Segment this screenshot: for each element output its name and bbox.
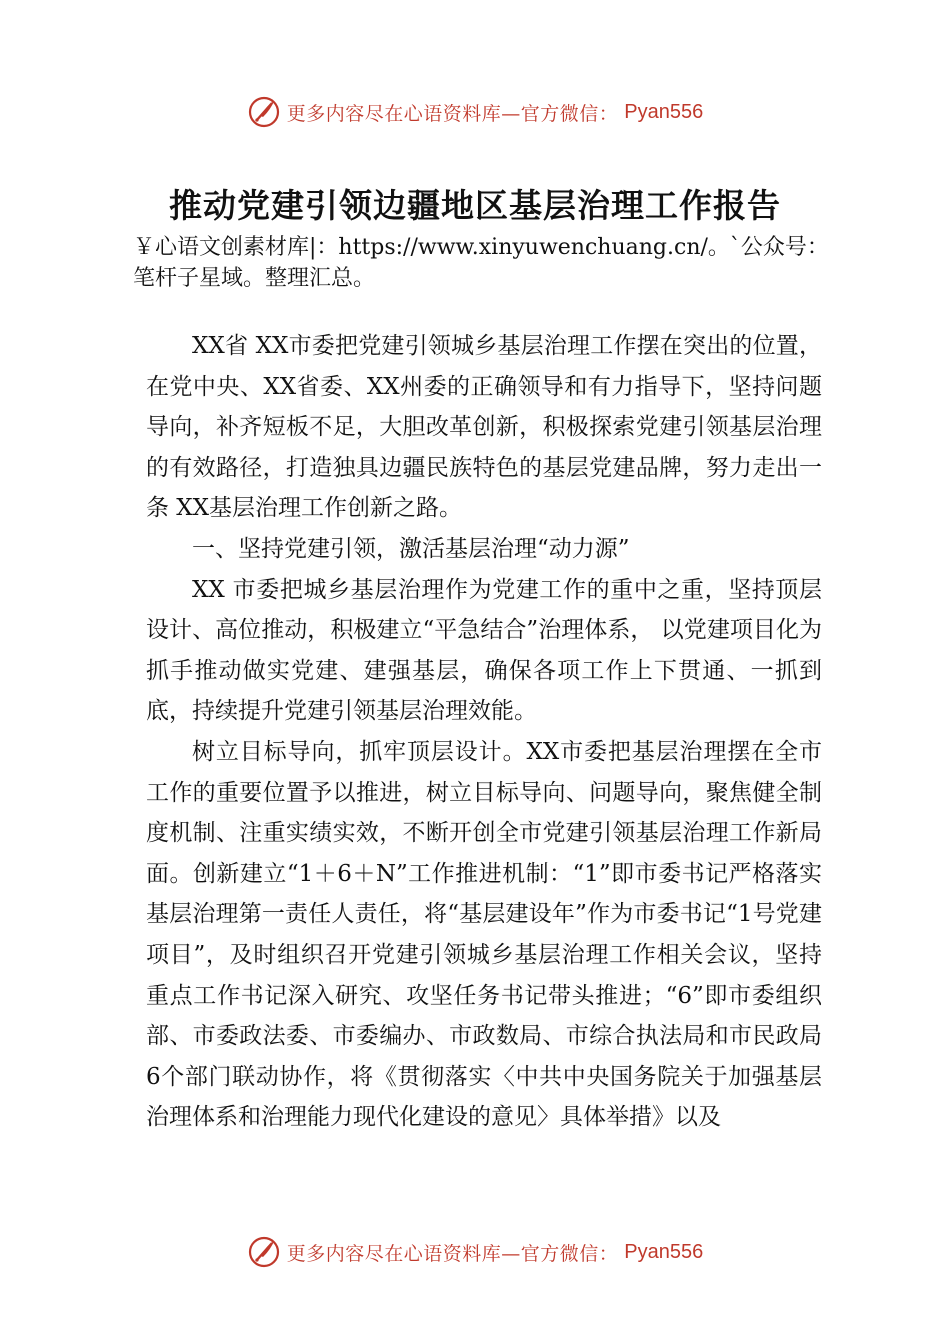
watermark-text: 更多内容尽在心语资料库—官方微信：: [286, 1242, 619, 1265]
document-title: 推动党建引领边疆地区基层治理工作报告: [169, 186, 781, 225]
watermark-wechat-id: Pyan556: [624, 1240, 704, 1263]
header-watermark: [0, 92, 950, 132]
section-heading: 一、坚持党建引领，激活基层治理“动力源”: [192, 535, 630, 562]
paragraph: XX 市委把城乡基层治理作为党建工作的重中之重，坚持顶层设计、高位推动，积极建立“平急结合”治理体系， 以党建项目化为抓手推动做实党建、建强基层，确保各项工作上下贯通、一抓到底，持续提升党建引领基层治理效能。: [146, 576, 822, 725]
quill-seal-icon: [247, 1235, 281, 1269]
footer-watermark: [0, 1232, 950, 1272]
watermark-text: 更多内容尽在心语资料库—官方微信：: [286, 102, 619, 125]
source-line: ￥心语文创素材库|：https://www.xinyuwenchuang.cn/。`公众号：笔杆子星域。整理汇总。: [133, 235, 829, 291]
paragraph: 树立目标导向，抓牢顶层设计。XX市委把基层治理摆在全市工作的重要位置予以推进，树立目标导向、问题导向，聚焦健全制度机制、注重实绩实效，不断开创全市党建引领基层治理工作新局面。创新建立“1＋6＋N”工作推进机制：“1”即市委书记严格落实基层治理第一责任人责任，将“基层建设年”作为市委书记“1号党建项目”，及时组织召开党建引领城乡基层治理工作相关会议，坚持重点工作书记深入研究、攻坚任务书记带头推进；“6”即市委组织部、市委政法委、市委编办、市政数局、市综合执法局和市民政局 6个部门联动协作，将《贯彻落实〈中共中央国务院关于加强基层治理体系和治理能力现代化建设的意见〉具体举措》以及: [146, 738, 822, 1131]
quill-seal-icon: [247, 95, 281, 129]
watermark-wechat-id: Pyan556: [624, 100, 704, 123]
document-body: [146, 326, 822, 1138]
paragraph: XX省 XX市委把党建引领城乡基层治理工作摆在突出的位置，在党中央、XX省委、XX州委的正确领导和有力指导下，坚持问题导向，补齐短板不足，大胆改革创新，积极探索党建引领基层治理的有效路径，打造独具边疆民族特色的基层党建品牌，努力走出一条 XX基层治理工作创新之路。: [146, 333, 822, 522]
